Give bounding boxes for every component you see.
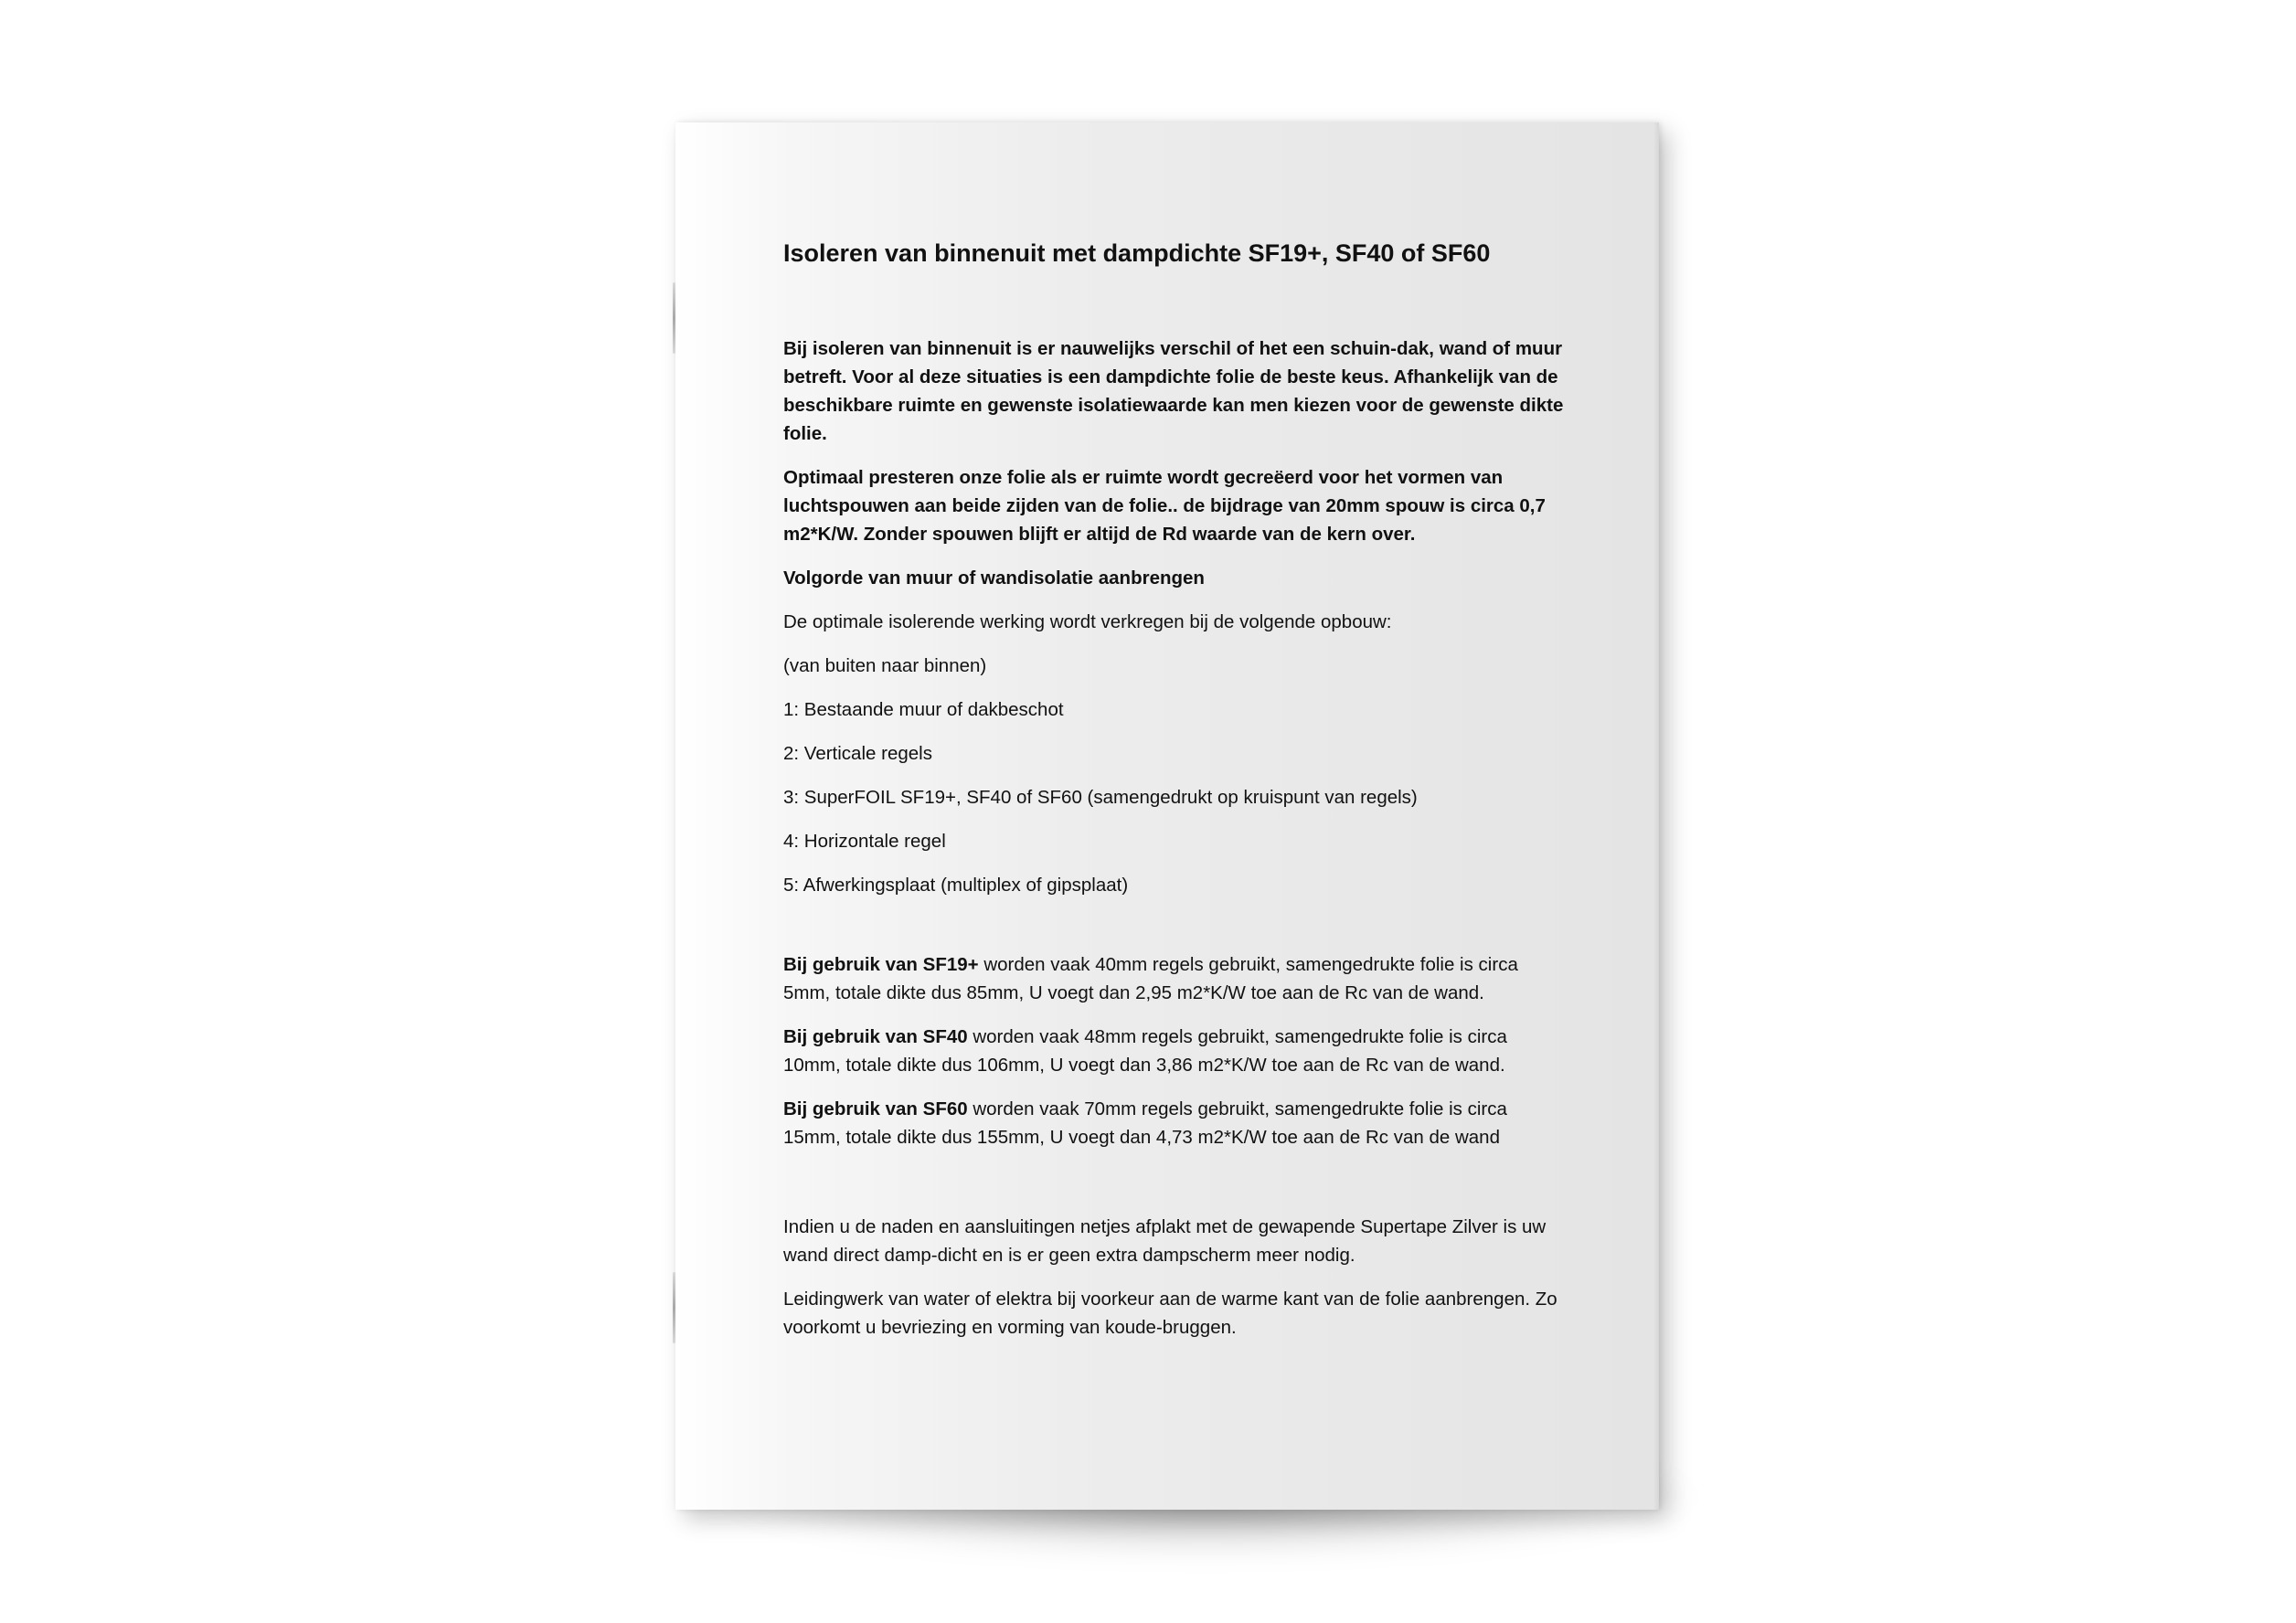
intro-paragraph-1: Bij isoleren van binnenuit is er nauwelijks verschil of het een schuin-dak, wand of muur betreft. Voor al deze situaties is een dampdichte folie de beste keus. Afhankelijk van de beschikbare ruimte en gewenste isolatiewaarde kan men kiezen voor de gewenste dikte folie. xyxy=(783,338,1564,444)
usage-sf40 xyxy=(783,1023,1569,1079)
step-item: 5: Afwerkingsplaat (multiplex of gipsplaat) xyxy=(783,875,1129,896)
usage-sf19 xyxy=(783,950,1569,1007)
section-subheading: Volgorde van muur of wandisolatie aanbrengen xyxy=(783,568,1205,589)
booklet-page xyxy=(675,122,1659,1510)
staple-bottom xyxy=(673,1272,675,1343)
document-title: Isoleren van binnenuit met dampdichte SF19+, SF40 of SF60 xyxy=(783,239,1491,267)
step-item: 1: Bestaande muur of dakbeschot xyxy=(783,699,1064,720)
page-content xyxy=(783,237,1569,1357)
intro-paragraph-2: Optimaal presteren onze folie als er ruimte wordt gecreëerd voor het vormen van luchtspouwen aan beide zijden van de folie.. de bijdrage van 20mm spouw is circa 0,7 m2*K/W. Zonder spouwen blijft er altijd de Rd waarde van de kern over. xyxy=(783,467,1546,545)
closing-paragraph-1: Indien u de naden en aansluitingen netjes afplakt met de gewapende Supertape Zilver is uw wand direct damp-dicht en is er geen extra dampscherm meer nodig. xyxy=(783,1216,1547,1266)
step-item: 3: SuperFOIL SF19+, SF40 of SF60 (samengedrukt op kruispunt van regels) xyxy=(783,787,1418,808)
usage-text: worden vaak 40mm regels gebruikt, samengedrukte folie is circa 5mm, totale dikte dus 85mm, U voegt dan 2,95 m2*K/W toe aan de Rc van de wand. xyxy=(783,954,1518,1003)
order-intro: De optimale isolerende werking wordt verkregen bij de volgende opbouw: xyxy=(783,611,1392,632)
closing-paragraph-2: Leidingwerk van water of elektra bij voorkeur aan de warme kant van de folie aanbrengen. Zo voorkomt u bevriezing en vorming van koude-bruggen. xyxy=(783,1289,1557,1338)
staple-top xyxy=(673,282,675,354)
usage-label: Bij gebruik van SF40 xyxy=(783,1026,968,1047)
usage-label: Bij gebruik van SF19+ xyxy=(783,954,979,975)
step-item: 2: Verticale regels xyxy=(783,743,932,764)
usage-text: worden vaak 48mm regels gebruikt, samengedrukte folie is circa 10mm, totale dikte dus 106mm, U voegt dan 3,86 m2*K/W toe aan de Rc van de wand. xyxy=(783,1026,1507,1076)
usage-text: worden vaak 70mm regels gebruikt, samengedrukte folie is circa 15mm, totale dikte dus 155mm, U voegt dan 4,73 m2*K/W toe aan de Rc van de wand xyxy=(783,1098,1507,1148)
order-direction: (van buiten naar binnen) xyxy=(783,655,987,676)
usage-label: Bij gebruik van SF60 xyxy=(783,1098,968,1119)
usage-sf60 xyxy=(783,1095,1569,1151)
step-item: 4: Horizontale regel xyxy=(783,831,946,852)
